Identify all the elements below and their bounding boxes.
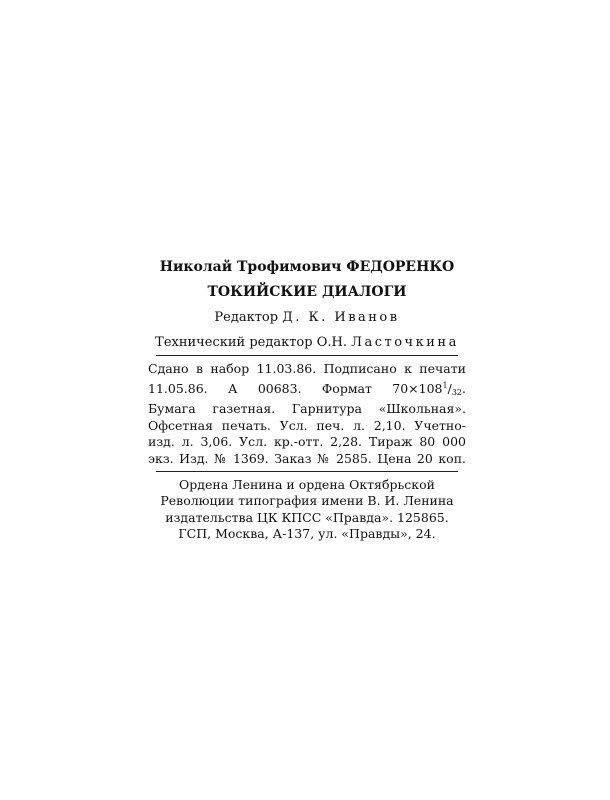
format-numerator: 1	[442, 380, 448, 390]
imprint-line-6: экз. Изд. № 1369. Заказ № 2585. Цена 20 коп.	[148, 450, 466, 466]
printer-line-1: Ордена Ленина и ордена Октябрьской	[179, 476, 435, 492]
book-title: ТОКИЙСКИЕ ДИАЛОГИ	[207, 284, 407, 300]
technical-editor-surname: Ласточкина	[351, 335, 459, 350]
imprint-line-5: изд. л. 3,06. Усл. кр.-отт. 2,28. Тираж 80 000	[148, 434, 466, 450]
technical-editor-role: Технический редактор	[155, 335, 313, 350]
imprint-block	[148, 361, 466, 468]
printer-block	[148, 477, 466, 543]
colophon	[148, 258, 466, 543]
printer-line-4: ГСП, Москва, А-137, ул. «Правды», 24.	[178, 526, 436, 542]
editor-role: Редактор	[214, 310, 279, 325]
imprint-line-2	[148, 378, 466, 402]
technical-editor-line	[148, 334, 466, 352]
author-name: Николай Трофимович ФЕДОРЕНКО	[159, 259, 455, 275]
editor-name: Д. К. Иванов	[282, 310, 400, 325]
imprint-line-4: Офсетная печать. Усл. печ. л. 2,10. Учетно-	[148, 417, 466, 433]
imprint-line-2-text: 11.05.86. А 00683. Формат 70×108	[148, 380, 443, 396]
printer-line-2: Революции типография имени В. И. Ленина	[160, 493, 454, 509]
technical-editor-initials: О.Н.	[316, 335, 347, 350]
format-denominator: 32	[451, 387, 463, 397]
divider-bottom	[156, 471, 458, 472]
format-slash: /	[447, 380, 452, 396]
editor-line	[148, 309, 466, 327]
imprint-line-3: Бумага газетная. Гарнитура «Школьная».	[148, 401, 466, 417]
format-period: .	[462, 380, 466, 396]
printer-line-3: издательства ЦК КПСС «Правда». 125865.	[165, 509, 449, 525]
imprint-line-1: Сдано в набор 11.03.86. Подписано к печати	[148, 361, 466, 376]
divider-top	[156, 355, 458, 356]
